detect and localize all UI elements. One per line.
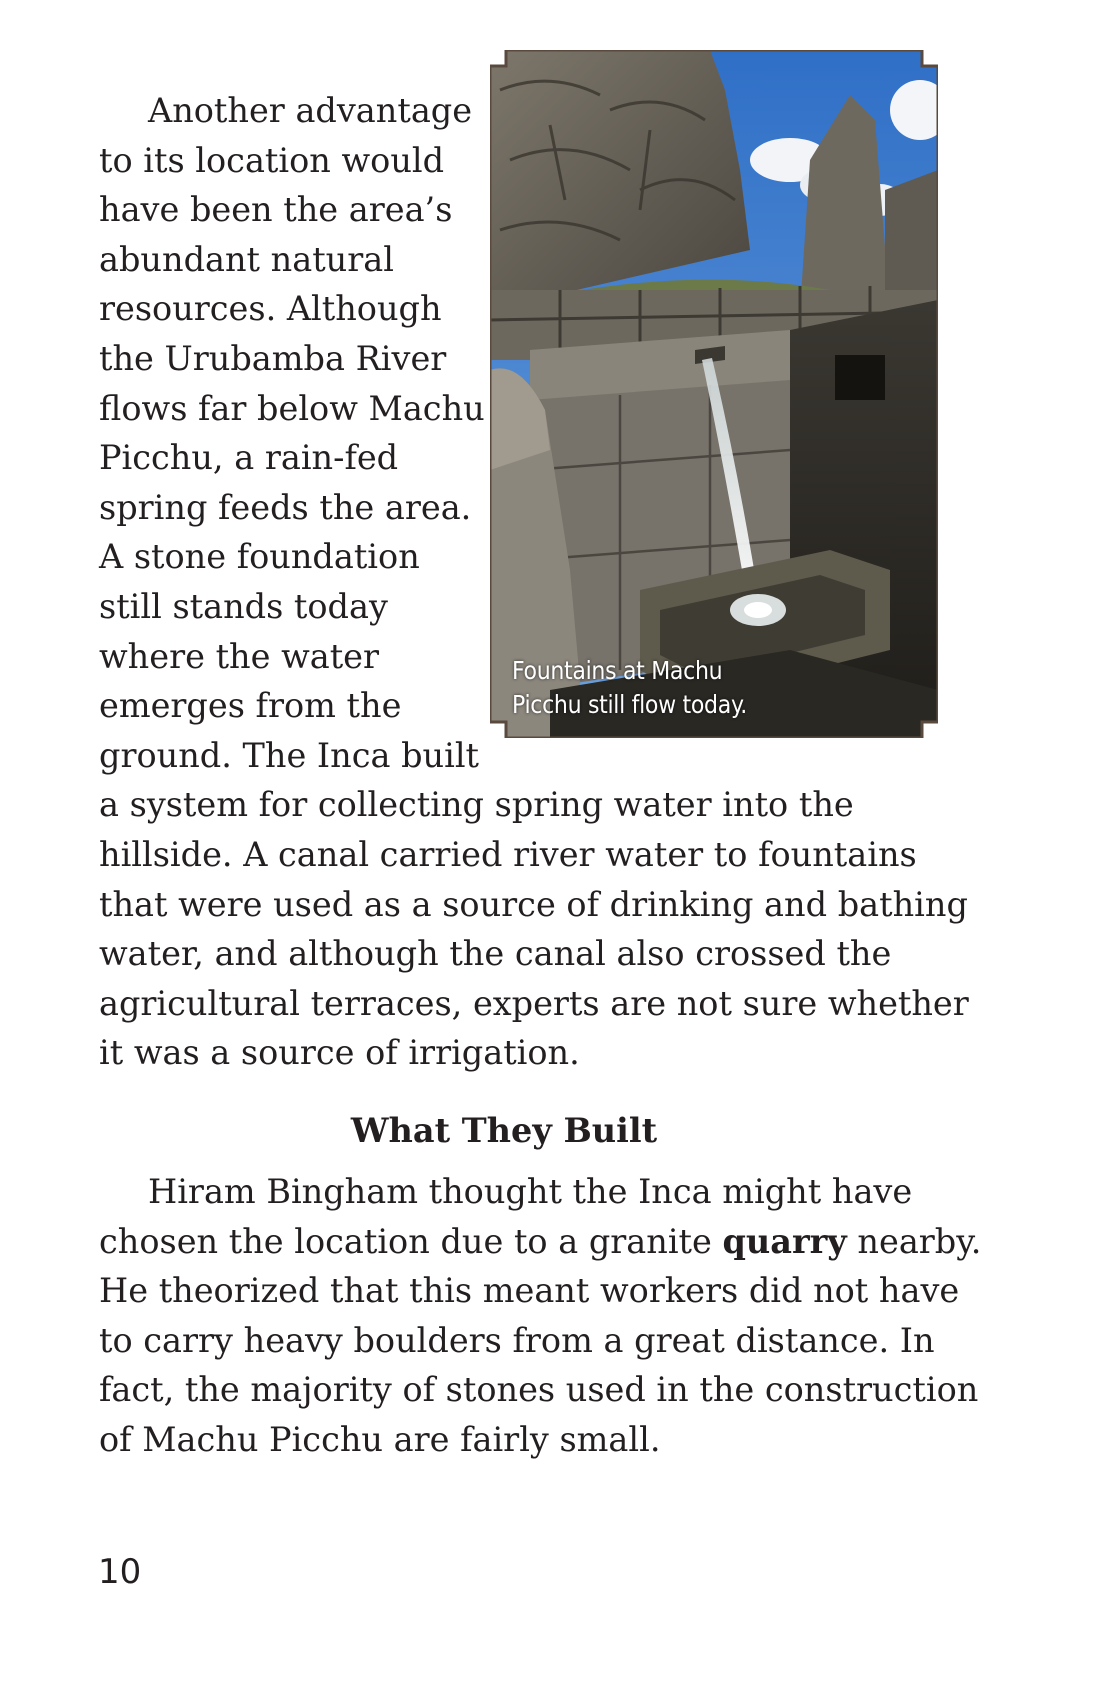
paragraph-1-line: Another advantage [148,91,473,130]
paragraph-2-line: fact, the majority of stones used in the construction [99,1370,979,1410]
paragraph-1-line: spring feeds the area. [99,487,472,527]
photo-caption-line: Picchu still flow today. [512,690,747,719]
paragraph-1-line: have been the area’s [99,190,453,230]
paragraph-1-line: flows far below Machu [99,388,485,428]
fountain-photo [490,50,938,738]
paragraph-2-text: chosen the location due to a granite [99,1221,723,1261]
paragraph-1-line: hillside. A canal carried river water to fountains [99,834,917,874]
paragraph-1-line: agricultural terraces, experts are not sure whether [99,983,969,1023]
paragraph-1-line: that were used as a source of drinking and bathing [99,884,968,924]
paragraph-1-line: abundant natural [99,239,394,279]
section-heading: What They Built [350,1111,658,1150]
paragraph-1-line: water, and although the canal also crossed the [99,934,892,974]
photo-caption-line: Fountains at Machu [512,656,723,685]
paragraph-2-line: He theorized that this meant workers did not have [99,1271,960,1311]
paragraph-1-line: a system for collecting spring water into the [99,785,854,825]
paragraph-2-line [99,1217,982,1267]
fountain-photo-illustration [490,50,938,738]
glossary-term-quarry: quarry [722,1221,847,1261]
paragraph-2 [99,1167,982,1465]
paragraph-2-line: Hiram Bingham thought the Inca might have [148,1172,913,1211]
paragraph-1-line: the Urubamba River [99,338,447,378]
photo-caption [512,654,747,722]
paragraph-1-line: still stands today [99,586,388,626]
paragraph-1-line: resources. Although [99,289,442,329]
paragraph-1-line: where the water [99,636,380,676]
paragraph-1-line: emerges from the [99,686,402,726]
paragraph-2-text: nearby. [846,1221,982,1261]
paragraph-1-line: to its location would [99,140,445,180]
paragraph-1-line: Picchu, a rain-fed [99,438,399,478]
paragraph-2-line: of Machu Picchu are fairly small. [99,1419,661,1459]
paragraph-1-line: it was a source of irrigation. [99,1033,580,1073]
paragraph-1-line: A stone foundation [99,537,420,577]
paragraph-2-line: to carry heavy boulders from a great distance. In [99,1320,935,1360]
page-number: 10 [98,1552,142,1592]
paragraph-1-line: ground. The Inca built [99,735,480,775]
